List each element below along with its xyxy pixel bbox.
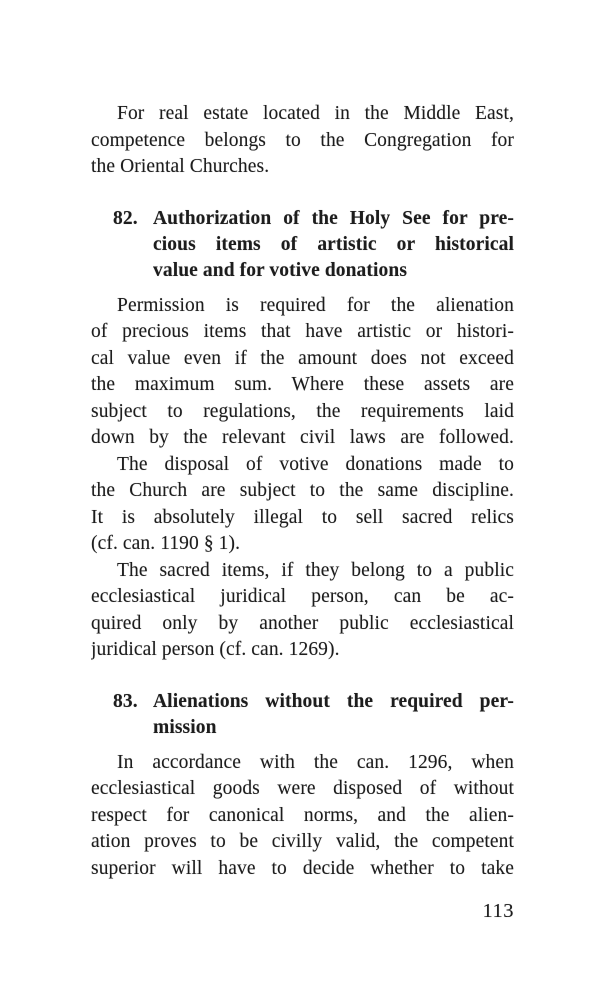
text-line: down by the relevant civil laws are followed. (91, 427, 514, 448)
text-line: ecclesiastical goods were disposed of without (91, 778, 514, 799)
text-line: of precious items that have artistic or histori- (91, 321, 514, 342)
text-line: the maximum sum. Where these assets are (91, 374, 514, 395)
text-line: Permission is required for the alienation (117, 294, 514, 316)
text-line: It is absolutely illegal to sell sacred relics (91, 506, 514, 528)
heading-line: Authorization of the Holy See for pre- (153, 207, 514, 229)
section-heading (91, 206, 514, 284)
text-line: the Oriental Churches. (91, 156, 270, 177)
text-line: ecclesiastical juridical person, can be ac- (91, 586, 514, 607)
heading-number: 82. (113, 207, 138, 229)
paragraph (91, 101, 514, 181)
text-line: For real estate located in the Middle East, (117, 103, 514, 124)
page-number: 113 (482, 900, 514, 922)
heading-number: 83. (113, 690, 138, 712)
paragraph (91, 452, 514, 558)
heading-line: Alienations without the required per- (153, 690, 514, 712)
text-line: (cf. can. 1190 § 1). (91, 533, 241, 554)
text-line: In accordance with the can. 1296, when (117, 751, 514, 773)
heading-line: mission (153, 716, 217, 738)
text-line: The sacred items, if they belong to a public (117, 559, 514, 581)
heading-line: value and for votive donations (153, 259, 408, 281)
paragraph (91, 558, 514, 664)
text-line: ation proves to be civilly valid, the competent (91, 831, 514, 852)
text-line: competence belongs to the Congregation for (91, 129, 514, 151)
text-column (91, 101, 514, 882)
text-line: The disposal of votive donations made to (117, 453, 514, 475)
text-line: the Church are subject to the same discipline. (91, 480, 514, 501)
text-line: respect for canonical norms, and the alien- (91, 804, 514, 826)
page-footer (91, 900, 514, 923)
text-line: subject to regulations, the requirements laid (91, 400, 514, 422)
text-line: juridical person (cf. can. 1269). (91, 639, 340, 660)
paragraph (91, 750, 514, 883)
paragraph (91, 293, 514, 452)
text-line: cal value even if the amount does not exceed (91, 347, 514, 369)
heading-line: cious items of artistic or historical (153, 233, 514, 255)
text-line: superior will have to decide whether to take (91, 857, 514, 879)
section-heading (91, 689, 514, 741)
text-line: quired only by another public ecclesiastical (91, 612, 514, 634)
